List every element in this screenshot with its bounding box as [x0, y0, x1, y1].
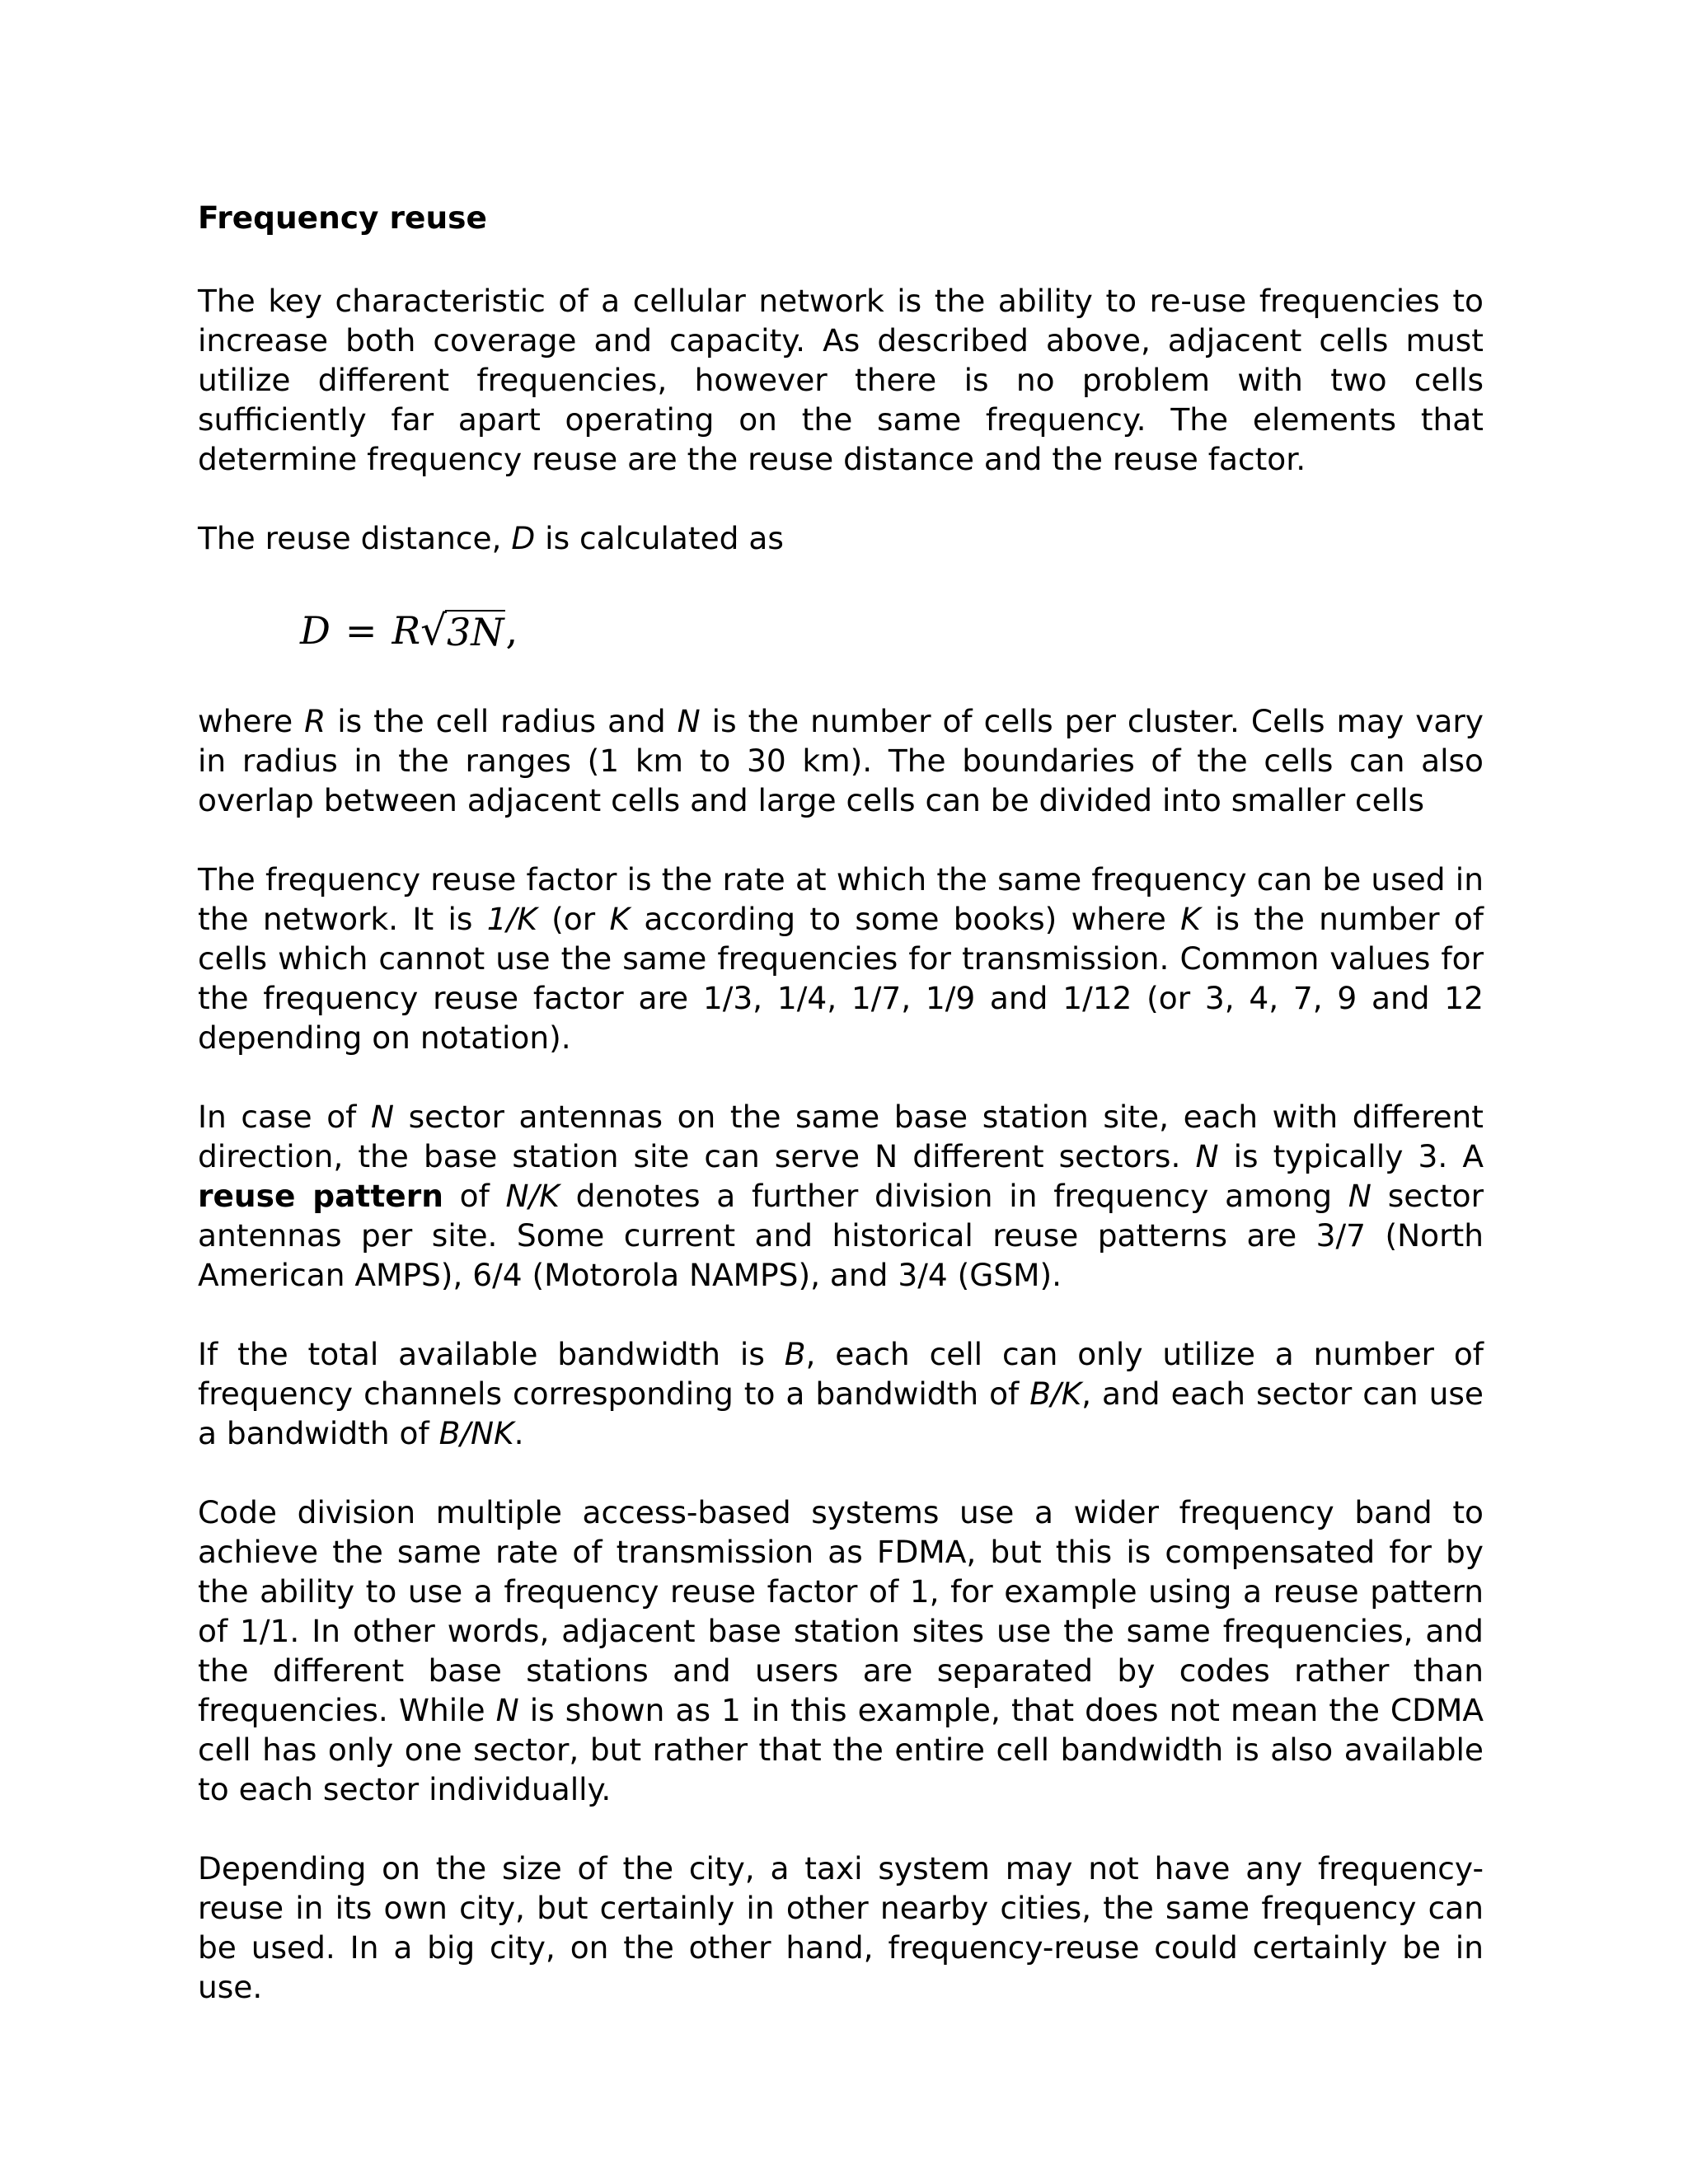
text: of — [443, 1178, 506, 1214]
document-page — [198, 198, 1484, 2007]
text: (or — [537, 901, 610, 937]
equation-comma: , — [505, 608, 518, 653]
text: is typically 3. A — [1218, 1138, 1484, 1174]
variable-bnk: B/NK — [438, 1415, 514, 1451]
text: is calculated as — [535, 520, 784, 556]
text: where — [198, 703, 305, 739]
variable-n: N — [677, 703, 701, 739]
text: , each cell can only utilize a number of frequency channels corresponding to a bandwidth of — [198, 1336, 1484, 1412]
variable-k: K — [1180, 901, 1201, 937]
variable-bk: B/K — [1029, 1376, 1082, 1412]
paragraph-reuse-distance — [198, 518, 1484, 558]
sqrt-sign: √ — [420, 607, 447, 654]
text: denotes a further division in frequency among — [559, 1178, 1348, 1214]
text: sector antennas on the same base station site, each with different direction, the base station site can serve N different sectors. — [198, 1099, 1484, 1174]
variable-nk: N/K — [505, 1178, 560, 1214]
paragraph-cell-radius — [198, 701, 1484, 820]
text: The reuse distance, — [198, 520, 512, 556]
section-heading: Frequency reuse — [198, 199, 487, 236]
paragraph-bandwidth — [198, 1334, 1484, 1453]
variable-1k: 1/K — [486, 901, 537, 937]
text: is the number of cells which cannot use the same frequencies for transmission. Common values for the frequency reuse factor are 1/3, 1/4, 1/7, 1/9 and 1/12 (or 3, 4, 7, 9 and 12 depending on notation). — [198, 901, 1484, 1056]
variable-b: B — [784, 1336, 806, 1372]
paragraph-sector-antennas — [198, 1097, 1484, 1295]
text: In case of — [198, 1099, 371, 1135]
text: The frequency reuse factor is the rate at which the same frequency can be used in the network. It is — [198, 861, 1484, 937]
text: according to some books) where — [630, 901, 1181, 937]
bold-term: reuse pattern — [198, 1178, 443, 1214]
variable-n: N — [495, 1692, 519, 1728]
variable-n: N — [1348, 1178, 1372, 1214]
variable-r: R — [304, 703, 326, 739]
equation-radius: R — [392, 608, 421, 653]
paragraph-cdma — [198, 1493, 1484, 1809]
text: is the number of cells per cluster. Cells may vary in radius in the ranges (1 km to 30 km). The boundaries of the cells can also overlap between adjacent cells and large cells can be divided into smaller cells — [198, 703, 1484, 818]
paragraph-taxi-system: Depending on the size of the city, a taxi system may not have any frequency-reuse in its own city, but certainly in other nearby cities, the same frequency can be used. In a big city, on the other hand, frequency-reuse could certainly be in use. — [198, 1850, 1484, 2005]
text: sector antennas per site. Some current and historical reuse patterns are 3/7 (North American AMPS), 6/4 (Motorola NAMPS), and 3/4 (GSM). — [198, 1178, 1484, 1293]
paragraph-reuse-factor — [198, 860, 1484, 1057]
equation-equals: = — [345, 608, 377, 653]
variable-d: D — [511, 520, 536, 556]
text: is shown as 1 in this example, that does not mean the CDMA cell has only one sector, but rather that the entire cell bandwidth is also available to each sector individually. — [198, 1692, 1484, 1807]
text: is the cell radius and — [326, 703, 678, 739]
text: Code division multiple access-based systems use a wider frequency band to achieve the same rate of transmission as FDMA, but this is compensated for by the ability to use a frequency reuse factor of 1, for example using a reuse pattern of 1/1. In other words, adjacent base station sites use the same frequencies, and the different base stations and users are separated by codes rather than frequencies. While — [198, 1494, 1484, 1728]
variable-n: N — [1195, 1138, 1219, 1174]
radicand: 3N — [446, 610, 504, 654]
square-root — [420, 607, 505, 654]
text: . — [513, 1415, 524, 1451]
equation-lhs: D — [300, 608, 331, 653]
reuse-distance-equation — [300, 598, 1484, 663]
paragraph-intro: The key characteristic of a cellular network is the ability to re-use frequencies to increase both coverage and capacity. As described above, adjacent cells must utilize different frequencies, however there is no problem with two cells sufficiently far apart operating on the same frequency. The elements that determine frequency reuse are the reuse distance and the reuse factor. — [198, 283, 1484, 477]
variable-k: K — [609, 901, 631, 937]
text: , and each sector can use a bandwidth of — [198, 1376, 1484, 1451]
text: If the total available bandwidth is — [198, 1336, 785, 1372]
variable-n: N — [370, 1099, 394, 1135]
